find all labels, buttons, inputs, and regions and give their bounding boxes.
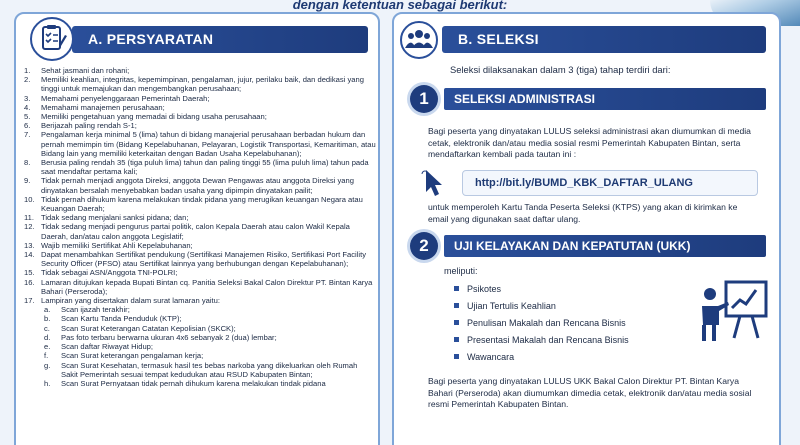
requirement-item [24, 250, 376, 268]
ukk-item-text: Ujian Tertulis Keahlian [467, 300, 556, 311]
requirements-list [24, 66, 376, 388]
requirement-item [24, 158, 376, 176]
ukk-item-text: Presentasi Makalah dan Rencana Bisnis [467, 334, 629, 345]
item-number: 9. [24, 176, 31, 186]
requirement-item [24, 112, 376, 121]
item-number: 11. [24, 213, 34, 223]
item-text: Scan ijazah terakhir; [61, 305, 130, 315]
item-number: 6. [24, 121, 31, 131]
requirement-item [24, 121, 376, 130]
step-title: UJI KELAYAKAN DAN KEPATUTAN (UKK) [444, 235, 766, 257]
attachment-item [44, 379, 376, 388]
item-number: 3. [24, 93, 31, 103]
bullet-icon [454, 354, 459, 359]
step2-followup: Bagi peserta yang dinyatakan LULUS UKK Bakal Calon Direktur PT. Bintan Karya Bahari (Perseroda) akan diumumkan dimedia cetak, elektronik dan/atau media sosial resmi Pemerintah Kabupaten Bintan. [428, 376, 752, 409]
requirement-item [24, 213, 376, 222]
bullet-icon [454, 303, 459, 308]
presentation-icon [696, 276, 770, 346]
bullet-icon [454, 286, 459, 291]
item-letter: h. [44, 378, 51, 388]
item-text: Lampiran yang disertakan dalam surat lamaran yaitu: [41, 296, 220, 306]
section-title-selection: B. SELEKSI [442, 26, 766, 53]
page-subtitle: dengan ketentuan sebagai berikut: [292, 0, 508, 12]
item-number: 7. [24, 130, 31, 140]
requirement-item [24, 66, 376, 75]
requirement-item [24, 222, 376, 240]
click-cursor-icon [418, 166, 452, 200]
attachment-item [44, 333, 376, 342]
section-title-requirements: A. PERSYARATAN [72, 26, 368, 53]
attachment-item [44, 351, 376, 360]
people-group-icon [400, 21, 438, 59]
item-text: Scan Surat Kesehatan, termasuk hasil tes bebas narkoba yang dikeluarkan oleh Rumah Sakit Pemerintah sesuai tempat kedudukan atau RSUD Kabupaten Bintan; [61, 360, 358, 379]
ukk-item [454, 331, 629, 348]
item-text: Lamaran ditujukan kepada Bupati Bintan cq. Panitia Seleksi Bakal Calon Direktur PT. Bintan Karya Bahari (Perseroda); [41, 277, 373, 296]
item-letter: g. [44, 360, 51, 370]
ukk-item [454, 314, 629, 331]
item-text: Tidak pernah dihukum karena melakukan tindak pidana yang merugikan keuangan Negara atau Keuangan Daerah; [41, 194, 363, 214]
attachment-list [24, 305, 376, 388]
ukk-item-text: Psikotes [467, 283, 502, 294]
item-text: Tidak sedang menjadi pengurus partai politik, calon Kepala Daerah atau calon Wakil Kepala Daerah, dan/atau calon anggota Legislatif; [41, 222, 350, 241]
step-title: SELEKSI ADMINISTRASI [444, 88, 766, 110]
item-text: Scan Surat Keterangan Catatan Kepolisian (SKCK); [61, 323, 236, 333]
step2-lead: meliputi: [444, 266, 478, 276]
item-text: Memahami penyelenggaraan Pemerintah Daerah; [41, 93, 210, 103]
step-number: 2 [410, 232, 438, 260]
selection-panel [392, 12, 781, 445]
requirement-item [24, 94, 376, 103]
ukk-item-text: Wawancara [467, 351, 515, 362]
item-text: Berusia paling rendah 35 (tiga puluh lima) tahun dan paling tinggi 55 (lima puluh lima) tahun pada saat mendaftar pertama kali; [41, 158, 369, 177]
requirement-item [24, 268, 376, 277]
item-number: 8. [24, 158, 31, 168]
checklist-icon [30, 17, 74, 61]
requirement-item [24, 241, 376, 250]
bullet-icon [454, 337, 459, 342]
item-text: Scan Surat keterangan pengalaman kerja; [61, 351, 204, 361]
item-letter: e. [44, 342, 51, 352]
attachment-list-wrap [24, 305, 376, 388]
item-text: Wajib memiliki Sertifikat Ahli Kepelabuhanan; [41, 240, 193, 250]
attachment-item [44, 314, 376, 323]
item-letter: b. [44, 314, 51, 324]
item-text: Dapat menambahkan Sertifikat pendukung (Sertifikasi Manajemen Risiko, Sertifikasi Port Facility Security Officer (PFSO) atau Sertifikat lainnya yang berhubungan dengan Kepelabuhanan); [41, 250, 366, 269]
item-text: Scan Kartu Tanda Penduduk (KTP); [61, 314, 182, 324]
item-number: 1. [24, 66, 31, 75]
item-number: 5. [24, 112, 31, 122]
requirement-item [24, 75, 376, 93]
step1-followup: untuk memperoleh Kartu Tanda Peserta Seleksi (KTPS) yang akan di kirimkan ke email yang digunakan saat daftar ulang. [428, 202, 738, 224]
requirement-item [24, 103, 376, 112]
ukk-item [454, 297, 629, 314]
item-number: 10. [24, 194, 35, 204]
attachment-item [44, 361, 376, 379]
item-number: 12. [24, 222, 35, 232]
item-number: 2. [24, 75, 31, 85]
item-letter: a. [44, 305, 51, 315]
registration-link[interactable]: http://bit.ly/BUMD_KBK_DAFTAR_ULANG [462, 170, 758, 196]
requirement-item [24, 296, 376, 305]
item-text: Memiliki keahlian, integritas, kepemimpinan, pengalaman, jujur, perilaku baik, dan dedikasi yang tinggi untuk memajukan dan mengembangkan perusahaan; [41, 75, 364, 94]
item-letter: c. [44, 323, 50, 333]
item-text: Tidak pernah menjadi anggota Direksi, anggota Dewan Pengawas atau anggota Direksi yang dinyatakan bersalah menyebabkan badan usaha yang dipimpin dinyatakan pailit; [41, 176, 354, 195]
item-number: 4. [24, 102, 31, 112]
ukk-item [454, 348, 629, 365]
requirement-item [24, 195, 376, 213]
requirement-item [24, 130, 376, 158]
item-text: Memahami manajemen perusahaan; [41, 102, 165, 112]
item-text: Sehat jasmani dan rohani; [41, 66, 130, 75]
ukk-item-text: Penulisan Makalah dan Rencana Bisnis [467, 317, 626, 328]
requirement-item [24, 278, 376, 296]
item-text: Berijazah paling rendah S-1; [41, 121, 137, 131]
item-letter: d. [44, 332, 51, 342]
item-text: Pengalaman kerja minimal 5 (lima) tahun di bidang manajerial perusahaan berbadan hukum dan pernah memimpin tim (Bidang Kepelabuhanan, Pelayaran, Logistik Transportasi, Kemaritiman, atau Bidang lain yang memiliki keterkaitan dengan Badan Usaha Kepelabuhanan); [41, 130, 376, 158]
attachment-item [44, 305, 376, 314]
requirement-item [24, 176, 376, 194]
ukk-items-list [454, 280, 629, 365]
item-number: 16. [24, 277, 35, 287]
item-text: Scan daftar Riwayat Hidup; [61, 342, 154, 352]
item-text: Pas foto terbaru berwarna ukuran 4x6 sebanyak 2 (dua) lembar; [61, 332, 277, 342]
bullet-icon [454, 320, 459, 325]
item-number: 13. [24, 240, 35, 250]
attachment-item [44, 324, 376, 333]
item-number: 15. [24, 268, 35, 278]
item-number: 17. [24, 296, 35, 306]
item-text: Tidak sebagai ASN/Anggota TNI-POLRI; [41, 268, 178, 278]
item-text: Scan Surat Pernyataan tidak pernah dihukum karena melakukan tindak pidana [61, 378, 326, 388]
step1-description: Bagi peserta yang dinyatakan LULUS seleksi administrasi akan diumumkan di media cetak, elektronik dan/atau media sosial resmi Pemerintah Kabupaten Bintan, serta mendaftarkan kembali pada tautan ini : [428, 126, 751, 159]
step-number: 1 [410, 85, 438, 113]
attachment-item [44, 342, 376, 351]
item-number: 14. [24, 250, 35, 260]
item-letter: f. [44, 351, 49, 361]
ukk-item [454, 280, 629, 297]
item-text: Memiliki pengetahuan yang memadai di bidang usaha perusahaan; [41, 112, 267, 122]
item-text: Tidak sedang menjalani sanksi pidana; dan; [41, 213, 189, 223]
selection-intro: Seleksi dilaksanakan dalam 3 (tiga) tahap terdiri dari: [450, 64, 671, 75]
requirements-panel [14, 12, 380, 445]
